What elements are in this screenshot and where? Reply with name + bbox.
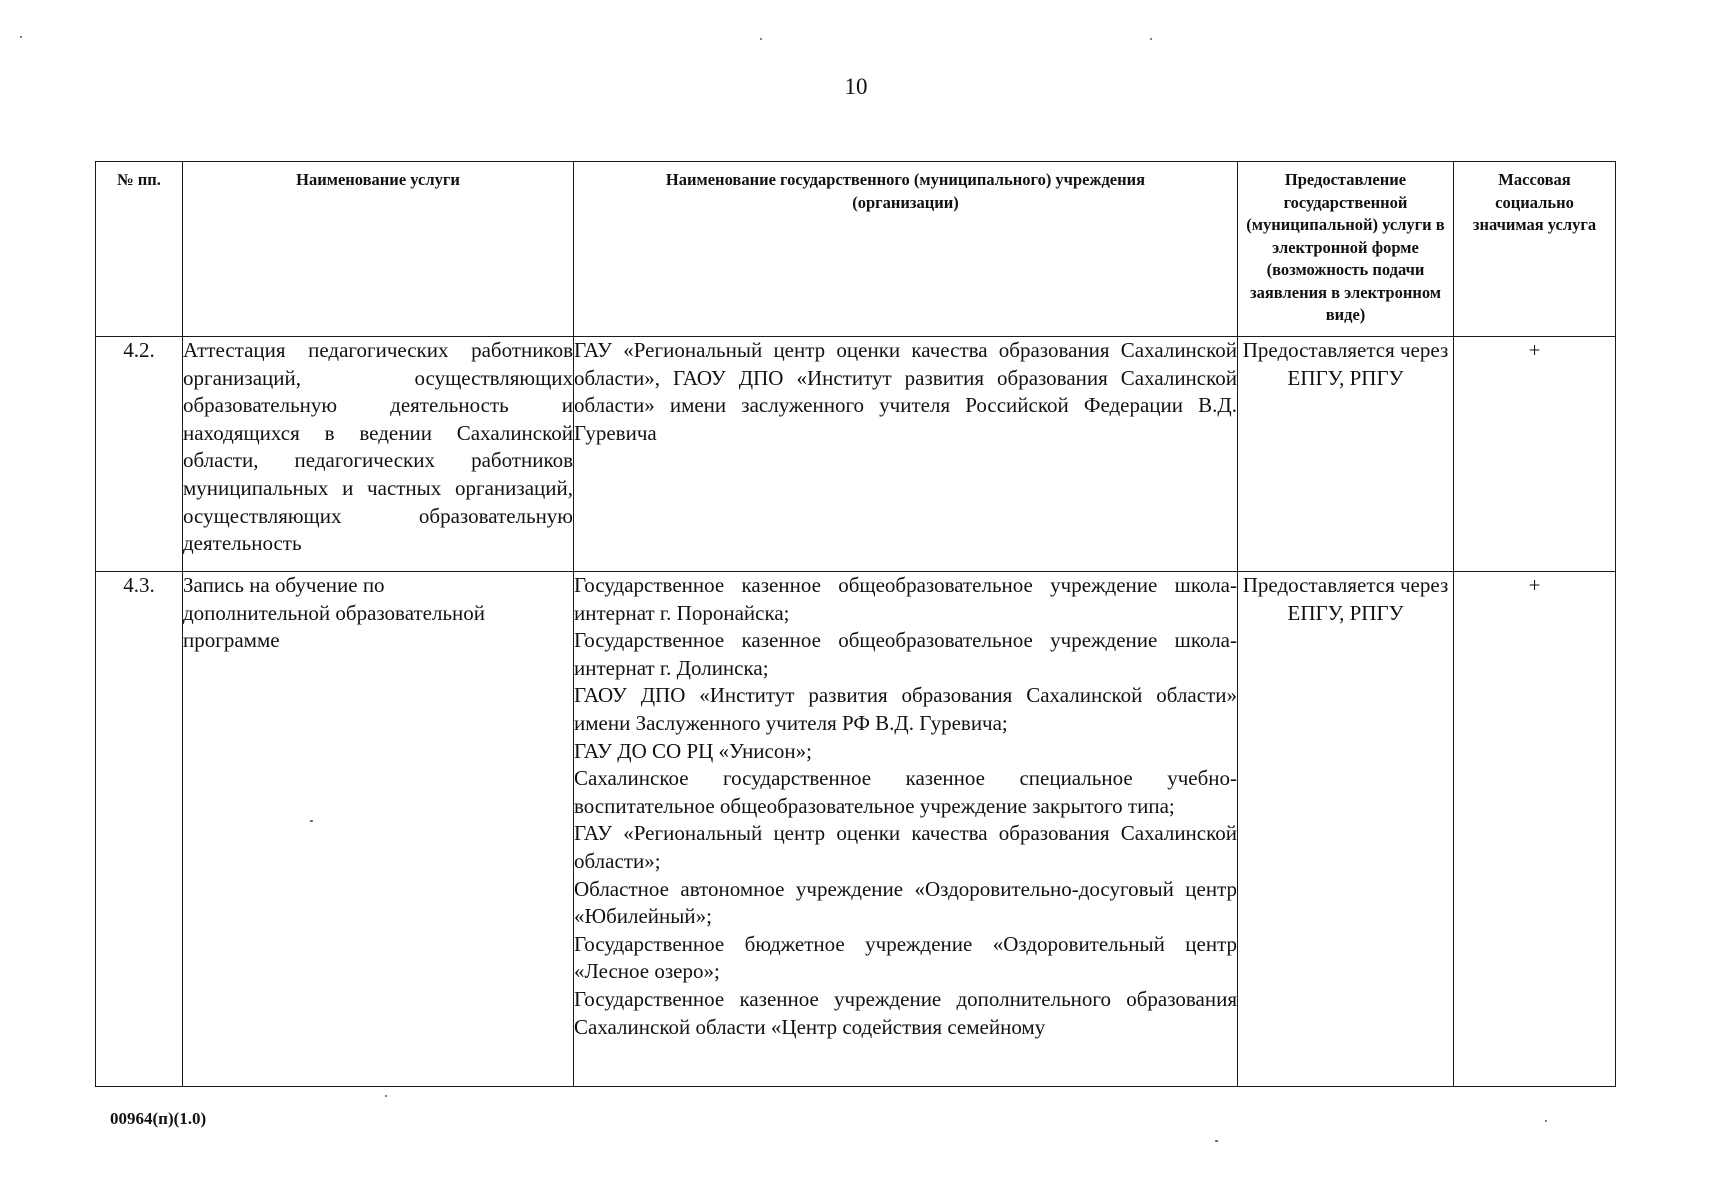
eform-status: Предоставляется через ЕПГУ, РПГУ (1238, 337, 1454, 572)
scan-speck (385, 1095, 387, 1097)
page-number: 10 (844, 74, 868, 99)
scan-speck (310, 820, 313, 822)
org-list-item: ГАУ «Региональный центр оценки качества образования Сахалинской области»; (574, 821, 1237, 873)
document-code: 00964(п)(1.0) (110, 1109, 207, 1128)
service-name: Аттестация педагогических работников организаций, осуществляющих образовательную деятельность и находящихся в ведении Сахалинской области, педагогических работников муниципальных и частных организаций, осуществляющих образовательную деятельность (183, 337, 574, 572)
header-service: Наименование услуги (183, 162, 574, 337)
org-list-item: Областное автономное учреждение «Оздоровительно-досуговый центр «Юбилейный»; (574, 876, 1237, 929)
org-list-item: Государственное казенное общеобразовательное учреждение школа-интернат г. Долинска; (574, 628, 1237, 680)
row-number: 4.2. (96, 337, 183, 572)
header-num: № пп. (96, 162, 183, 337)
eform-status: Предоставляется через ЕПГУ, РПГУ (1238, 572, 1454, 1087)
row-number: 4.3. (96, 572, 183, 1087)
org-list-item: Государственное казенное учреждение дополнительного образования Сахалинской области «Центр содействия семейному (574, 986, 1237, 1039)
header-org: Наименование государственного (муниципального) учреждения (организации) (574, 162, 1238, 337)
org-list (574, 572, 1238, 1087)
org-list-item: Государственное бюджетное учреждение «Оздоровительный центр «Лесное озеро»; (574, 931, 1237, 984)
scan-speck (760, 38, 762, 40)
org-list-item: Государственное казенное общеобразовательное учреждение школа-интернат г. Поронайска; (574, 573, 1237, 625)
services-table (95, 161, 1616, 1087)
service-name: Запись на обучение по дополнительной образовательной программе (183, 572, 574, 1087)
table-row (96, 572, 1616, 1087)
table-header-row (96, 162, 1616, 337)
table-row (96, 337, 1616, 572)
header-mass: Массовая социально значимая услуга (1454, 162, 1616, 337)
scan-speck (1215, 1140, 1218, 1142)
scan-speck (1150, 38, 1152, 40)
org-list-item: ГАУ ДО СО РЦ «Унисон»; (574, 738, 812, 763)
org-list-item: Сахалинское государственное казенное специальное учебно-воспитательное общеобразовательное учреждение закрытого типа; (574, 766, 1237, 818)
mass-service-mark: + (1454, 337, 1616, 572)
scan-speck (1545, 1120, 1547, 1122)
scan-speck (20, 36, 22, 38)
org-name: ГАУ «Региональный центр оценки качества образования Сахалинской области», ГАОУ ДПО «Институт развития образования Сахалинской области» имени заслуженного учителя Российской Федерации В.Д. Гуревича (574, 337, 1238, 572)
header-eform: Предоставление государственной (муниципальной) услуги в электронной форме (возможность подачи заявления в электронном виде) (1238, 162, 1454, 337)
org-list-item: ГАОУ ДПО «Институт развития образования Сахалинской области» имени Заслуженного учителя РФ В.Д. Гуревича; (574, 683, 1237, 735)
mass-service-mark: + (1454, 572, 1616, 1087)
